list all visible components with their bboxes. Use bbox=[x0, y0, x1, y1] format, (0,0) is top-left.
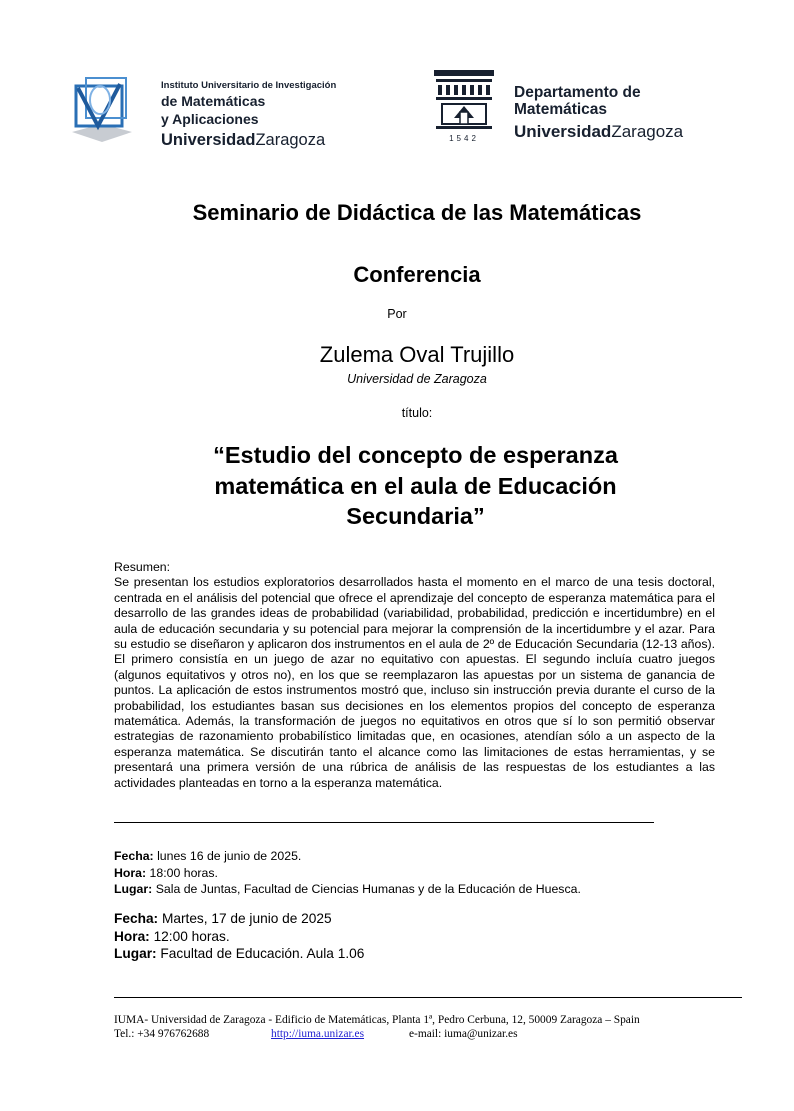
footer-contacts bbox=[114, 1027, 640, 1041]
session-date-row: Fecha: lunes 16 de junio de 2025. bbox=[114, 849, 302, 863]
abstract-label: Resumen: bbox=[114, 560, 171, 574]
speaker-name: Zulema Oval Trujillo bbox=[319, 342, 515, 367]
session-place-row: Lugar: Sala de Juntas, Facultad de Ciencias Humanas y de la Educación de Huesca. bbox=[114, 882, 581, 897]
seal-year: 1542 bbox=[449, 134, 479, 143]
session-time-row: Hora: 12:00 horas. bbox=[114, 928, 230, 944]
session-details-1 bbox=[114, 848, 581, 898]
speaker-affiliation: Universidad de Zaragoza bbox=[347, 372, 487, 386]
session-place-row: Lugar: Facultad de Educación. Aula 1.06 bbox=[114, 946, 365, 961]
institute-university: UniversidadZaragoza bbox=[161, 131, 326, 149]
footer-email: e-mail: iuma@unizar.es bbox=[409, 1028, 518, 1041]
university-seal-logo bbox=[432, 68, 496, 148]
department-wordmark bbox=[514, 84, 683, 143]
session-time-row: Hora: 18:00 horas. bbox=[114, 865, 218, 880]
abstract-text: Se presentan los estudios exploratorios desarrollados hasta el momento en el marco de una tesis doctoral, centrada en el análisis del potencial que ofrece el aprendizaje del concepto de esperanza matemática para el desarrollo de las grandes ideas de probabilidad (variabilidad, probabilidad, predicción e incertidumbre) en el aula de educación secundaria y su potencial para mejorar la comprensión de la incertidumbre y el azar. Para su estudio se diseñaron y aplicaron dos instrumentos en el aula de 2º de Educación Secundaria (12-13 años). El primero consistía en un juego de azar no equitativo con apuestas. El segundo incluía cuatro juegos (algunos equitativos y otros no), en los que se reemplazaron las apuestas por un sistema de ganancia de puntos. La aplicación de estos instrumentos mostró que, incluso sin instrucción previa durante el curso de la probabilidad, los estudiantes basan sus decisiones en los elementos propios del concepto de esperanza matemática. Además, la transformación de juegos no equitativos en otros que sí lo son permitió observar estrategias de razonamiento probabilístico limitadas que, en ocasiones, atendían sólo a un aspecto de la esperanza matemática. Se discutirán tanto el alcance como las limitaciones de estas herramientas, y se presentará una primera versión de una rúbrica de análisis de las respuestas de los estudiantes a las actividades planteadas en torno a la esperanza matemática. bbox=[114, 575, 715, 790]
divider bbox=[114, 822, 654, 823]
by-label: Por bbox=[387, 307, 407, 321]
department-university: UniversidadZaragoza bbox=[514, 122, 684, 141]
abstract bbox=[114, 560, 715, 791]
session-date-row: Fecha: Martes, 17 de junio de 2025 bbox=[114, 911, 332, 926]
department-line2: Matemáticas bbox=[514, 101, 608, 118]
title-label: título: bbox=[401, 406, 433, 420]
seminar-series-title: Seminario de Didáctica de las Matemáticas bbox=[192, 200, 642, 225]
event-type-heading: Conferencia bbox=[353, 262, 481, 287]
footer-phone: Tel.: +34 976762688 bbox=[114, 1028, 210, 1041]
footer-address: IUMA- Universidad de Zaragoza - Edificio de Matemáticas, Planta 1ª, Pedro Cerbuna, 12, 50009 Zaragoza – Spain bbox=[114, 1014, 640, 1026]
footer-divider bbox=[114, 997, 742, 998]
iuma-wordmark bbox=[161, 80, 336, 151]
institute-line1: Instituto Universitario de Investigación bbox=[161, 80, 337, 91]
talk-title: “Estudio del concepto de esperanza matemática en el aula de Educación Secundaria” bbox=[213, 442, 618, 529]
session-details-2 bbox=[114, 910, 364, 963]
iuma-logo bbox=[68, 74, 136, 146]
department-line1: Departamento de bbox=[514, 84, 641, 101]
institute-line2: de Matemáticas bbox=[161, 93, 266, 109]
footer bbox=[114, 1013, 640, 1041]
website-link[interactable]: http://iuma.unizar.es bbox=[271, 1028, 365, 1041]
institute-line3: y Aplicaciones bbox=[161, 111, 259, 127]
